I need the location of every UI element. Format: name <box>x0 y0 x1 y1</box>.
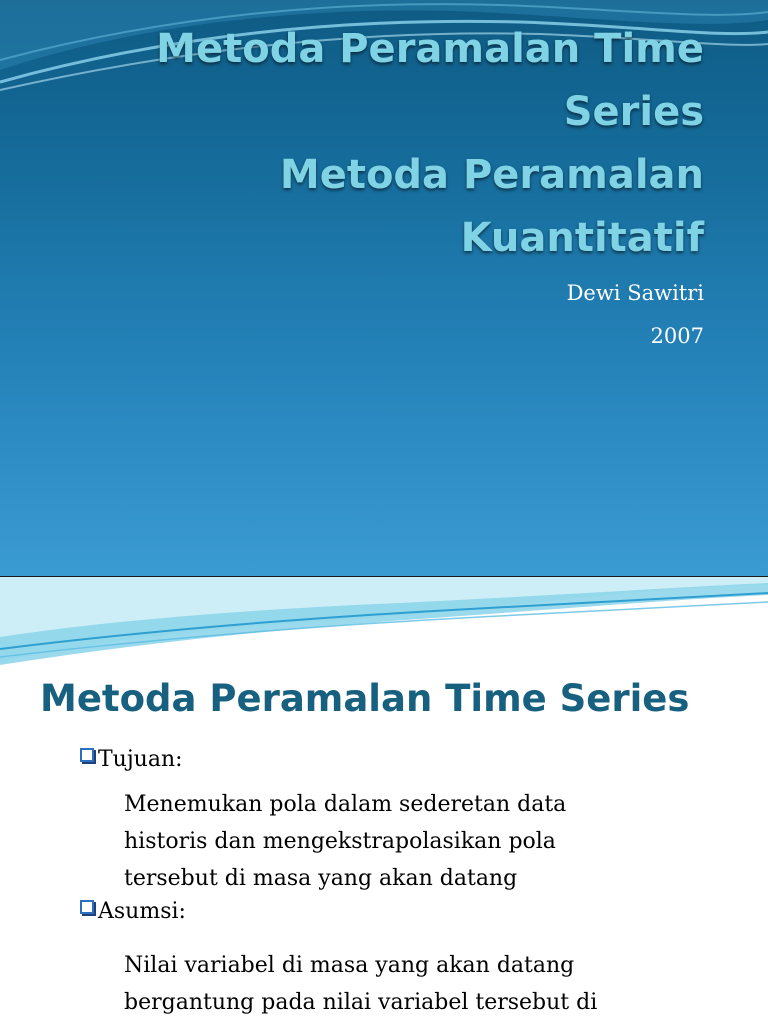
bullet-paragraph <box>124 786 566 897</box>
year: 2007 <box>650 324 704 348</box>
paragraph-line: tersebut di masa yang akan datang <box>124 866 518 891</box>
title-line: Series <box>563 89 704 135</box>
square-bullet-icon <box>80 900 94 914</box>
slide-title: Metoda Peramalan Time Series <box>40 677 690 720</box>
bullet-item <box>80 747 183 772</box>
paragraph-line: historis dan mengekstrapolasikan pola <box>124 829 556 854</box>
bullet-item <box>80 899 186 924</box>
slide-title <box>64 18 704 270</box>
title-line: Metoda Peramalan <box>279 152 704 198</box>
paragraph-line: Menemukan pola dalam sederetan data <box>124 792 567 817</box>
bullet-paragraph <box>124 947 597 1021</box>
bullet-label: Tujuan: <box>98 747 183 772</box>
content-slide <box>0 577 768 1024</box>
paragraph-line: Nilai variabel di masa yang akan datang <box>124 953 575 978</box>
square-bullet-icon <box>80 748 94 762</box>
author: Dewi Sawitri <box>566 281 704 305</box>
paragraph-line: bergantung pada nilai variabel tersebut di <box>124 990 598 1015</box>
bullet-label: Asumsi: <box>98 899 186 924</box>
decorative-waves <box>0 577 768 667</box>
title-line: Kuantitatif <box>460 215 704 261</box>
title-line: Metoda Peramalan Time <box>156 26 704 72</box>
